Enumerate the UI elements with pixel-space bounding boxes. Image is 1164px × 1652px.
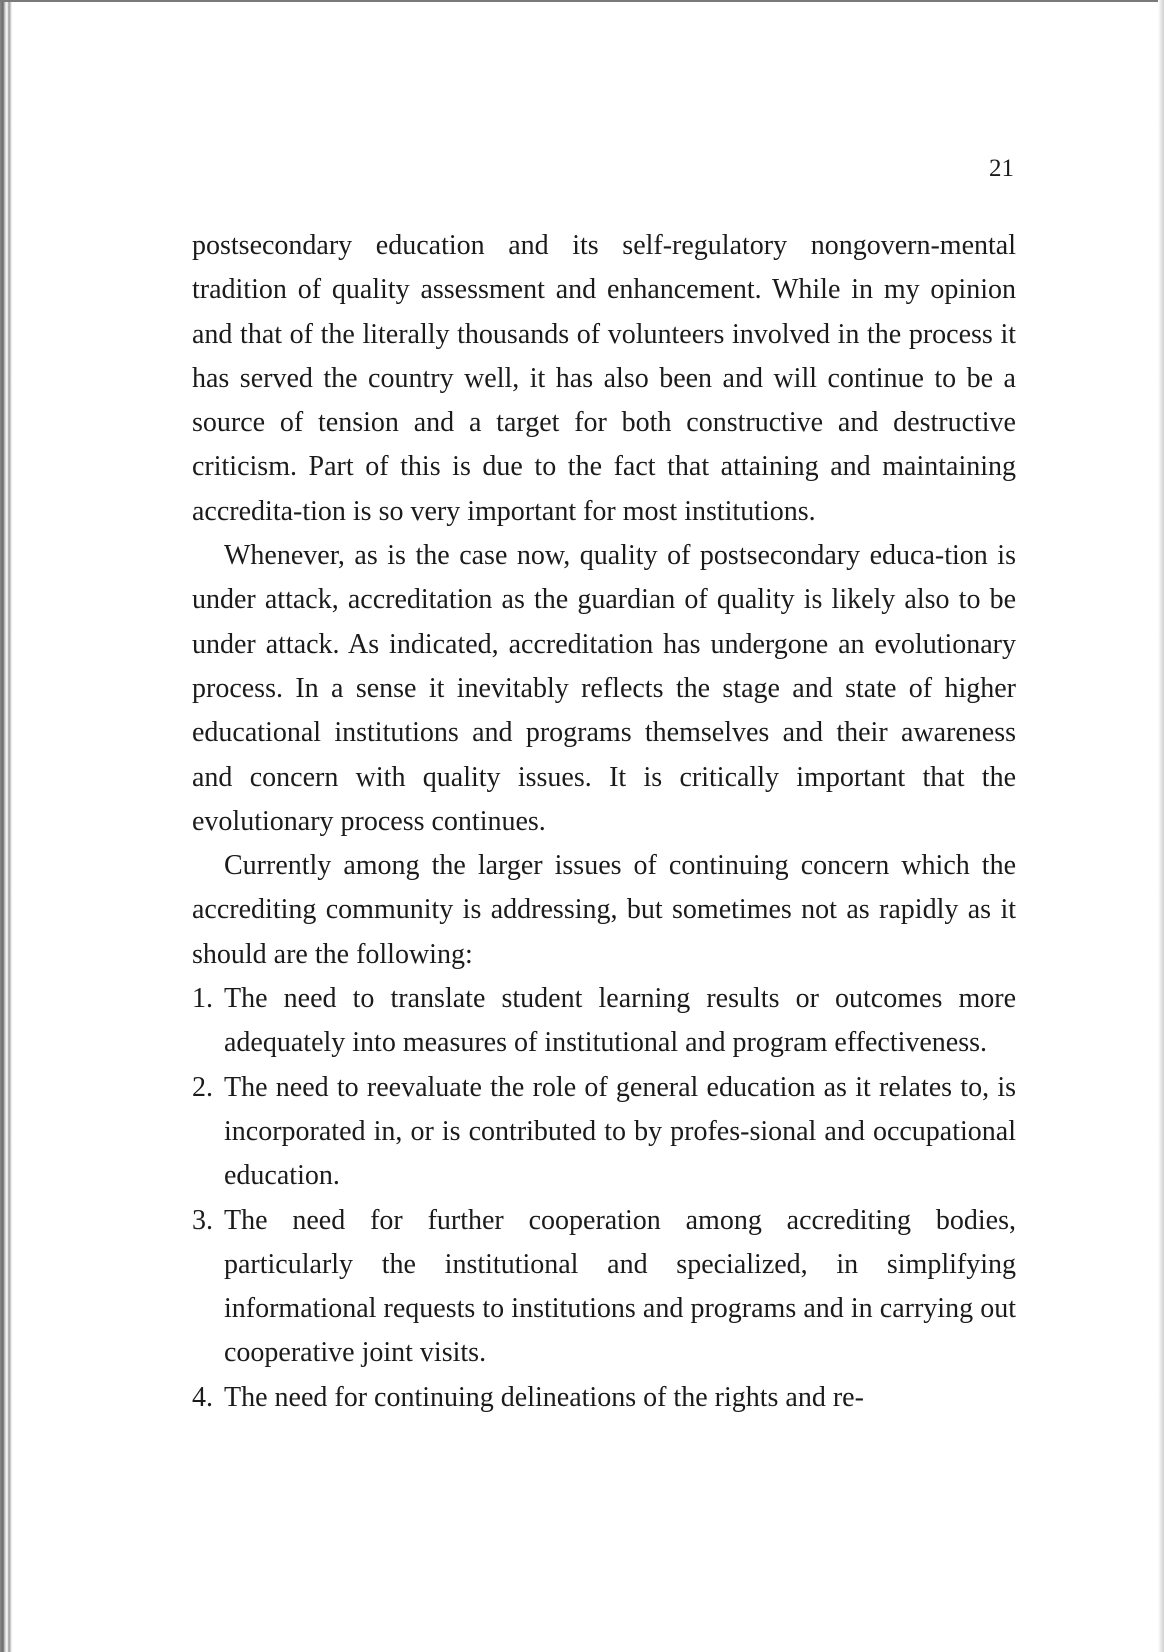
list-item-number: 3. — [192, 1204, 213, 1236]
list-item — [192, 1199, 1016, 1376]
list-item — [192, 977, 1016, 1066]
page-right-shadow — [1158, 0, 1164, 1652]
paragraph-3: Currently among the larger issues of continuing concern which the accrediting community is addressing, but sometimes not as rapidly as it should are the following: — [192, 850, 1016, 970]
list-item-text: The need for continuing delineations of the rights and re- — [224, 1381, 864, 1413]
page-top-border — [0, 0, 1164, 2]
list-item-number: 4. — [192, 1381, 213, 1413]
list-item — [192, 1066, 1016, 1199]
list-item-number: 2. — [192, 1071, 213, 1103]
paragraph-2: Whenever, as is the case now, quality of postsecondary educa-tion is under attack, accreditation as the guardian of quality is likely also to be under attack. As indicated, accreditation has undergone an evolutionary process. In a sense it inevitably reflects the stage and state of higher educational institutions and programs themselves and their awareness and concern with quality issues. It is critically important that the evolutionary process continues. — [192, 540, 1016, 837]
list-item-text: The need for further cooperation among accrediting bodies, particularly the institutional and specialized, in simplifying informational requests to institutions and programs and in carrying out cooperative joint visits. — [224, 1204, 1016, 1369]
book-binding-edge — [0, 0, 15, 1652]
page-number: 21 — [989, 155, 1014, 182]
list-item-text: The need to reevaluate the role of general education as it relates to, is incorporated in, or is contributed to by profes-sional and occupational education. — [224, 1071, 1016, 1192]
list-item-number: 1. — [192, 983, 213, 1015]
issues-list — [192, 977, 1016, 1420]
list-item — [192, 1376, 1016, 1420]
page-body — [192, 224, 1016, 1420]
paragraph-1: postsecondary education and its self-regulatory nongovern-mental tradition of quality assessment and enhancement. While in my opinion and that of the literally thousands of volunteers involved in the process it has served the country well, it has also been and will continue to be a source of tension and a target for both constructive and destructive criticism. Part of this is due to the fact that attaining and maintaining accredita-tion is so very important for most institutions. — [192, 230, 1016, 527]
list-item-text: The need to translate student learning results or outcomes more adequately into measures of institutional and program effectiveness. — [224, 983, 1016, 1059]
